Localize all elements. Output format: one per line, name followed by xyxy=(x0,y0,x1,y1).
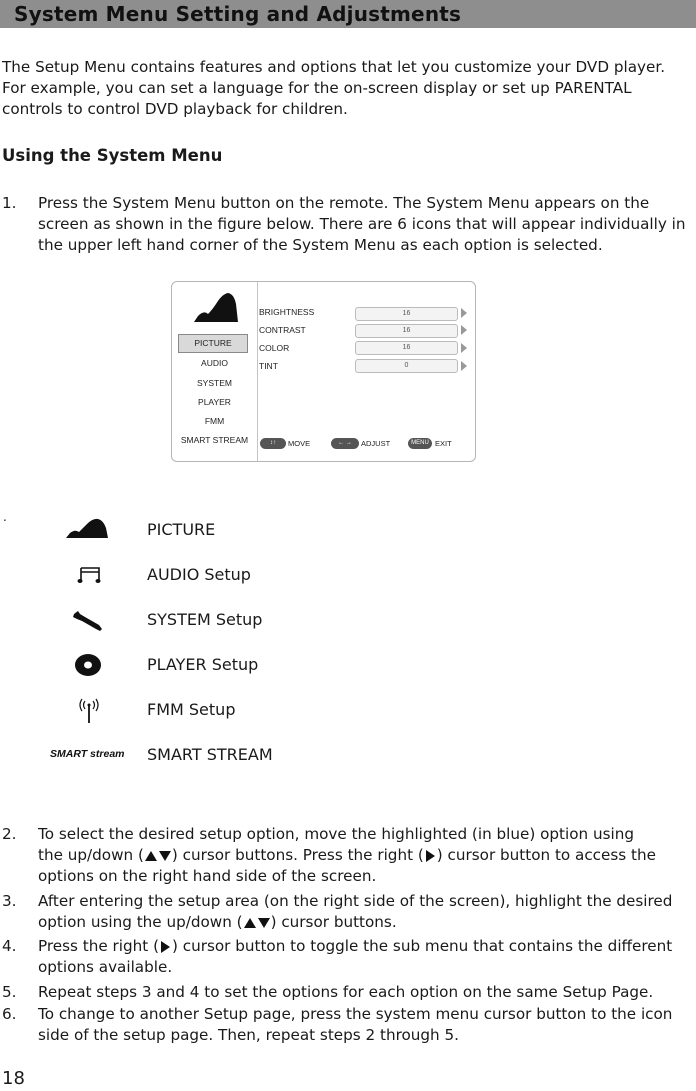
down-arrow-icon xyxy=(159,851,171,861)
setting-label-contrast: CONTRAST xyxy=(259,325,306,335)
menu-item-fmm[interactable]: FMM xyxy=(204,416,225,426)
step-number: 6. xyxy=(2,1005,17,1023)
wrench-icon xyxy=(72,610,104,632)
menu-item-audio[interactable]: AUDIO xyxy=(201,358,228,368)
right-arrow-icon xyxy=(461,343,467,353)
step-line: side of the setup page. Then, repeat steps 2 through 5. xyxy=(38,1026,459,1044)
step-line: To select the desired setup option, move the highlighted (in blue) option using xyxy=(38,825,634,843)
intro-line: controls to control DVD playback for children. xyxy=(2,100,348,118)
setting-value-tint[interactable]: 0 xyxy=(355,359,458,373)
audio-icon xyxy=(77,565,103,585)
setting-value-contrast[interactable]: 16 xyxy=(355,324,458,338)
step-line: the up/down ( ) cursor buttons. Press the right ( ) cursor button to access the xyxy=(38,846,656,864)
right-arrow-icon xyxy=(461,361,467,371)
right-arrow-icon xyxy=(161,941,170,953)
section-header-title: System Menu Setting and Adjustments xyxy=(14,2,462,26)
down-arrow-icon xyxy=(258,918,270,928)
icon-label-picture: PICTURE xyxy=(147,520,216,539)
setting-label-color: COLOR xyxy=(259,343,290,353)
step-line: options available. xyxy=(38,958,173,976)
legend-move: MOVE xyxy=(288,439,311,448)
setting-value-color[interactable]: 16 xyxy=(355,341,458,355)
step-6 xyxy=(2,1004,696,1046)
icon-label-audio: AUDIO Setup xyxy=(147,565,251,584)
legend-exit: EXIT xyxy=(435,439,452,448)
picture-icon xyxy=(194,290,240,322)
legend-adjust: ADJUST xyxy=(361,439,391,448)
section-title: Using the System Menu xyxy=(2,146,223,165)
step-line: the upper left hand corner of the System Menu as each option is selected. xyxy=(38,236,603,254)
step-line: Press the right ( ) cursor button to toggle the sub menu that contains the different xyxy=(38,937,673,955)
step-5 xyxy=(2,982,696,1003)
step-line: screen as shown in the figure below. There are 6 icons that will appear individually in xyxy=(38,215,686,233)
antenna-icon xyxy=(78,698,100,724)
icon-label-system: SYSTEM Setup xyxy=(147,610,263,629)
smart-stream-logo: SMART stream xyxy=(50,748,125,760)
step-number: 2. xyxy=(2,825,17,843)
right-arrow-icon xyxy=(461,325,467,335)
step-number: 4. xyxy=(2,937,17,955)
setting-value-brightness[interactable]: 16 xyxy=(355,307,458,321)
step-1 xyxy=(2,193,696,263)
menu-item-picture[interactable]: PICTURE xyxy=(178,334,248,353)
intro-paragraph xyxy=(2,57,692,120)
setting-label-brightness: BRIGHTNESS xyxy=(259,307,315,317)
icon-label-smart-stream: SMART STREAM xyxy=(147,745,273,764)
step-number: 1. xyxy=(2,194,17,212)
right-arrow-icon xyxy=(426,850,435,862)
up-arrow-icon xyxy=(244,918,256,928)
system-menu-screen xyxy=(171,281,476,462)
step-number: 3. xyxy=(2,892,17,910)
setting-label-tint: TINT xyxy=(259,361,278,371)
step-line: After entering the setup area (on the right side of the screen), highlight the desired xyxy=(38,892,673,910)
icon-label-fmm: FMM Setup xyxy=(147,700,236,719)
step-2 xyxy=(2,824,696,887)
step-4 xyxy=(2,936,696,978)
step-line: option using the up/down ( ) cursor buttons. xyxy=(38,913,397,931)
step-line: Press the System Menu button on the remote. The System Menu appears on the xyxy=(38,194,650,212)
stray-dot: . xyxy=(3,510,7,524)
menu-item-player[interactable]: PLAYER xyxy=(198,397,231,407)
step-line: To change to another Setup page, press the system menu cursor button to the icon xyxy=(38,1005,673,1023)
intro-line: For example, you can set a language for the on-screen display or set up PARENTAL xyxy=(2,79,632,97)
intro-line: The Setup Menu contains features and options that let you customize your DVD player. xyxy=(2,58,666,76)
step-number: 5. xyxy=(2,983,17,1001)
menu-divider xyxy=(257,282,258,461)
move-keys-icon: ↕↑ xyxy=(260,438,286,449)
section-header xyxy=(0,0,696,28)
up-arrow-icon xyxy=(145,851,157,861)
menu-key-icon: MENU xyxy=(408,438,432,449)
disc-icon xyxy=(73,653,103,677)
adjust-keys-icon: ← → xyxy=(331,438,359,449)
menu-item-smart-stream[interactable]: SMART STREAM xyxy=(180,435,249,445)
step-3 xyxy=(2,891,696,933)
icon-label-player: PLAYER Setup xyxy=(147,655,259,674)
picture-icon xyxy=(66,518,108,538)
step-line: options on the right hand side of the screen. xyxy=(38,867,377,885)
step-line: Repeat steps 3 and 4 to set the options for each option on the same Setup Page. xyxy=(38,983,654,1001)
right-arrow-icon xyxy=(461,308,467,318)
menu-item-system[interactable]: SYSTEM xyxy=(197,378,232,388)
page-number: 18 xyxy=(2,1068,25,1089)
